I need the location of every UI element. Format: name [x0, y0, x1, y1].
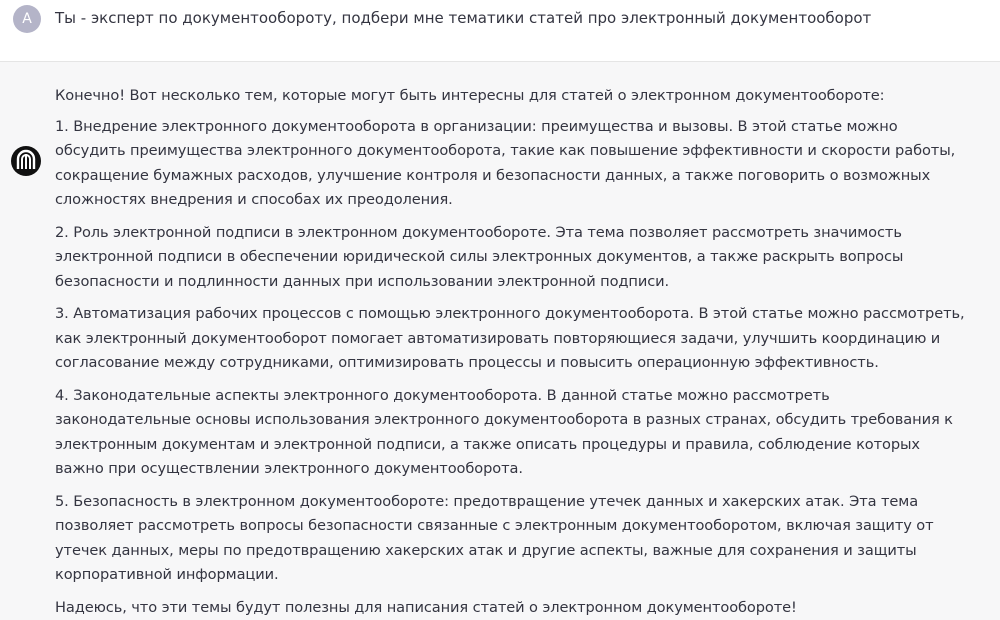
- topic-item: 4. Законодательные аспекты электронного документооборота. В данной статье можно рассмотреть законодательные основы использования электронного документооборота в разных странах, обсудить требования к электронным документам и электронной подписи, а также описать процедуры и правила, соблюдение которых важно при осуществлении электронного документооборота.: [55, 386, 953, 477]
- assistant-message-row: [0, 62, 1000, 620]
- assistant-logo-icon: [11, 146, 41, 176]
- user-avatar: A: [13, 5, 41, 33]
- topic-item: 5. Безопасность в электронном документообороте: предотвращение утечек данных и хакерских атак. Эта тема позволяет рассмотреть вопросы безопасности связанные с электронным документооборотом, включая защиту от утечек данных, меры по предотвращению хакерских атак и другие аспекты, важные для сохранения и защиты корпоративной информации.: [55, 492, 934, 583]
- user-message-row: [0, 0, 1000, 62]
- user-message-text: Ты - эксперт по документообороту, подбери мне тематики статей про электронный документооборот: [55, 9, 872, 27]
- assistant-intro: Конечно! Вот несколько тем, которые могут быть интересны для статей о электронном документообороте:: [55, 87, 885, 104]
- topic-item: 3. Автоматизация рабочих процессов с помощью электронного документооборота. В этой статье можно рассмотреть, как электронный документооборот помогает автоматизировать повторяющиеся задачи, улучшить координацию и согласование между сотрудниками, оптимизировать процессы и повысить операционную эффективность.: [55, 305, 965, 371]
- topic-item: 1. Внедрение электронного документооборота в организации: преимущества и вызовы. В этой статье можно обсудить преимущества электронного документооборота, такие как повышение эффективности и скорости работы, сокращение бумажных расходов, улучшение контроля и безопасности данных, а также поговорить о возможных сложностях внедрения и способах их преодоления.: [55, 117, 956, 208]
- topic-item: 2. Роль электронной подписи в электронном документообороте. Эта тема позволяет рассмотреть значимость электронной подписи в обеспечении юридической силы электронных документов, а также раскрыть вопросы безопасности и подлинности данных при использовании электронной подписи.: [55, 223, 904, 290]
- assistant-outro: Надеюсь, что эти темы будут полезны для написания статей о электронном документообороте!: [55, 598, 797, 616]
